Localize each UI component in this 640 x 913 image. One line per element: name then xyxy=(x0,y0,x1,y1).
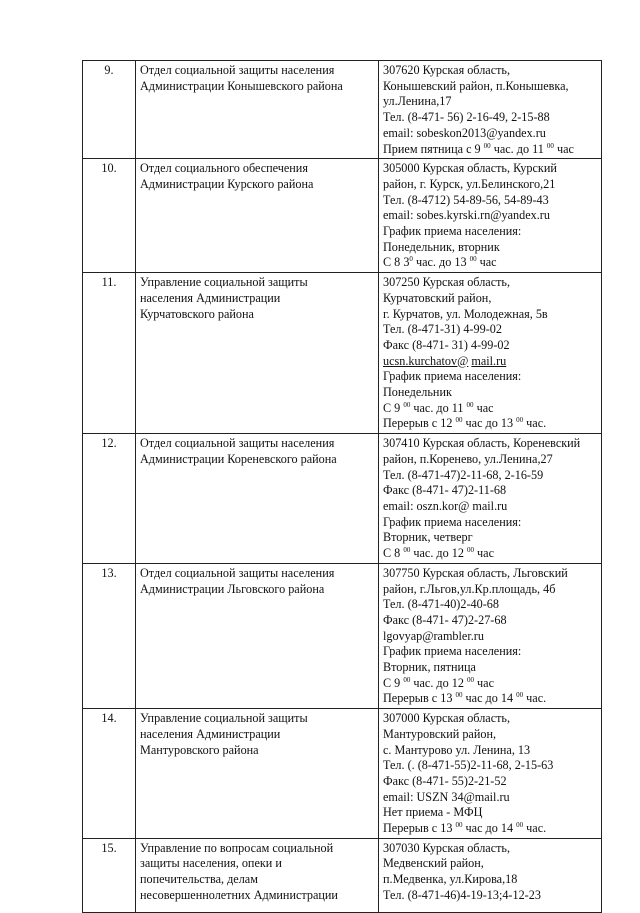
email-text: email: sobeskon2013@yandex.ru xyxy=(383,125,546,140)
table-row xyxy=(83,434,602,564)
department-name: Управление социальной защиты населения Администрации Курчатовского района xyxy=(136,273,379,434)
table-row xyxy=(83,709,602,839)
email-text: ucsn.kurchatov@ mail.ru xyxy=(383,353,507,368)
table-row xyxy=(83,61,602,159)
email-text: lgovyap@rambler.ru xyxy=(383,628,484,643)
department-name: Отдел социальной защиты населения Администрации Кореневского района xyxy=(136,434,379,564)
row-number: 9. xyxy=(83,61,136,159)
department-name: Управление социальной защиты населения Администрации Мантуровского района xyxy=(136,709,379,839)
department-name: Отдел социальной защиты населения Администрации Конышевского района xyxy=(136,61,379,159)
email-text: email: oszn.kor@ mail.ru xyxy=(383,498,508,513)
department-contacts: 307620 Курская область, Конышевский район, п.Конышевка, ул.Ленина,17 Тел. (8-471- 56) 2-16-49, 2-15-88 email: sobeskon2013@yandex.ru Прием пятница с 9 $^{00}$ час. до 11 $^{00}$ час xyxy=(379,61,602,159)
department-name: Управление по вопросам социальной защиты населения, опеки и попечительства, делам несовершеннолетних Администрации xyxy=(136,838,379,912)
schedule-text: С 8 $^{00}$ час. до 12 $^{00}$ час xyxy=(383,546,494,561)
email-text: email: sobes.kyrski.rn@yandex.ru xyxy=(383,208,550,223)
break-text: Перерыв с 13 $^{00}$ час до 14 $^{00}$ час. xyxy=(383,820,547,836)
department-contacts: 307250 Курская область, Курчатовский район, г. Курчатов, ул. Молодежная, 5в Тел. (8-471-31) 4-99-02 Факс (8-471- 31) 4-99-02 ucsn.kurchatov@ mail.ru График приема населения: Понедельник С 9 $^{00}$ час. до 11 $^{00}$ час Перерыв с 12 $^{00}$ час до 13 $^{00}$ час. xyxy=(379,273,602,434)
row-number: 11. xyxy=(83,273,136,434)
row-number: 14. xyxy=(83,709,136,839)
department-contacts: 307410 Курская область, Кореневский район, п.Коренево, ул.Ленина,27 Тел. (8-471-47)2-11-68, 2-16-59 Факс (8-471- 47)2-11-68 email: oszn.kor@ mail.ru График приема населения: Вторник, четверг С 8 $^{00}$ час. до 12 $^{00}$ час xyxy=(379,434,602,564)
table-row xyxy=(83,838,602,912)
row-number: 12. xyxy=(83,434,136,564)
table-row xyxy=(83,563,602,708)
table-row xyxy=(83,273,602,434)
contacts-table xyxy=(82,60,602,913)
row-number: 13. xyxy=(83,563,136,708)
department-name: Отдел социальной защиты населения Администрации Льговского района xyxy=(136,563,379,708)
department-contacts: 305000 Курская область, Курский район, г. Курск, ул.Белинского,21 Тел. (8-4712) 54-89-56, 54-89-43 email: sobes.kyrski.rn@yandex.ru График приема населения: Понедельник, вторник С 8 $3^0$ час. до 13 $^{00}$ час xyxy=(379,159,602,273)
break-text: Перерыв с 13 $^{00}$ час до 14 $^{00}$ час. xyxy=(383,691,547,706)
department-contacts: 307000 Курская область, Мантуровский район, с. Мантурово ул. Ленина, 13 Тел. (. (8-471-55)2-11-68, 2-15-63 Факс (8-471- 55)2-21-52 email: USZN 34@mail.ru Нет приема - МФЦ Перерыв с 13 $^{00}$ час до 14 $^{00}$ час. xyxy=(379,709,602,839)
department-name: Отдел социального обеспечения Администрации Курского района xyxy=(136,159,379,273)
row-number: 15. xyxy=(83,838,136,912)
department-contacts: 307030 Курская область, Медвенский район, п.Медвенка, ул.Кирова,18 Тел. (8-471-46)4-19-13;4-12-23 xyxy=(379,838,602,912)
schedule-text: С 9 $^{00}$ час. до 12 $^{00}$ час xyxy=(383,675,494,690)
email-text: email: USZN 34@mail.ru xyxy=(383,789,510,804)
department-contacts: 307750 Курская область, Льговский район, г.Льгов,ул.Кр.площадь, 4б Тел. (8-471-40)2-40-68 Факс (8-471- 47)2-27-68 lgovyap@rambler.ru График приема населения: Вторник, пятница С 9 $^{00}$ час. до 12 $^{00}$ час Перерыв с 13 $^{00}$ час до 14 $^{00}$ час. xyxy=(379,563,602,708)
table-row xyxy=(83,159,602,273)
row-number: 10. xyxy=(83,159,136,273)
schedule-text: Прием пятница с 9 $^{00}$ час. до 11 $^{00}$ час xyxy=(383,141,574,156)
break-text: Перерыв с 12 $^{00}$ час до 13 $^{00}$ час. xyxy=(383,416,547,431)
schedule-text: С 9 $^{00}$ час. до 11 $^{00}$ час xyxy=(383,400,494,415)
schedule-text: С 8 $3^0$ час. до 13 $^{00}$ час xyxy=(383,255,497,270)
